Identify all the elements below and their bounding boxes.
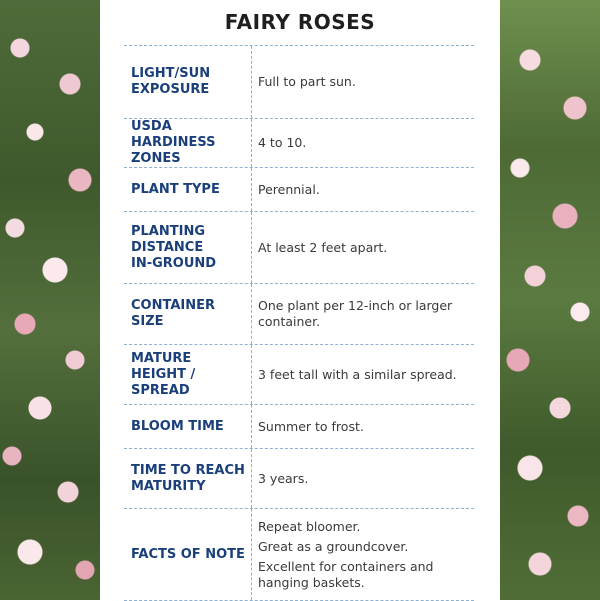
table-row-facts	[124, 509, 474, 601]
info-card	[100, 0, 500, 600]
row-value: 3 years.	[258, 470, 309, 486]
table-row-planting-distance	[124, 212, 474, 284]
row-label: PLANT TYPE	[124, 168, 252, 211]
row-value: 4 to 10.	[258, 135, 307, 150]
table-row-zones	[124, 119, 474, 168]
row-label: PLANTING DISTANCE IN-GROUND	[124, 212, 252, 283]
row-value: Summer to frost.	[258, 418, 364, 434]
table-row-maturity	[124, 449, 474, 509]
table-row-mature-size	[124, 345, 474, 405]
row-value: At least 2 feet apart.	[258, 239, 388, 255]
row-label: USDA HARDINESS ZONES	[124, 119, 252, 167]
plant-info-table	[124, 45, 474, 601]
row-value: Full to part sun.	[258, 74, 356, 89]
facts-list	[252, 509, 474, 600]
fact-item: Excellent for containers and hanging baskets.	[258, 558, 434, 590]
row-label: FACTS OF NOTE	[124, 509, 252, 600]
fact-item: Great as a groundcover.	[258, 538, 409, 554]
row-value: 3 feet tall with a similar spread.	[258, 366, 457, 382]
row-value: Perennial.	[258, 181, 320, 197]
table-row-light	[124, 46, 474, 119]
table-row-bloom-time	[124, 405, 474, 449]
row-label: MATURE HEIGHT / SPREAD	[124, 345, 252, 404]
row-label: LIGHT/SUN EXPOSURE	[124, 46, 252, 118]
row-label: BLOOM TIME	[124, 405, 252, 448]
table-row-container-size	[124, 284, 474, 345]
table-row-plant-type	[124, 168, 474, 212]
card-title: FAIRY ROSES	[224, 10, 376, 34]
row-value: One plant per 12-inch or larger container.	[258, 298, 453, 329]
roses-photo-right	[500, 0, 600, 600]
row-label: CONTAINER SIZE	[124, 284, 252, 344]
fact-item: Repeat bloomer.	[258, 518, 361, 534]
roses-photo-left	[0, 0, 100, 600]
row-label: TIME TO REACH MATURITY	[124, 449, 252, 508]
